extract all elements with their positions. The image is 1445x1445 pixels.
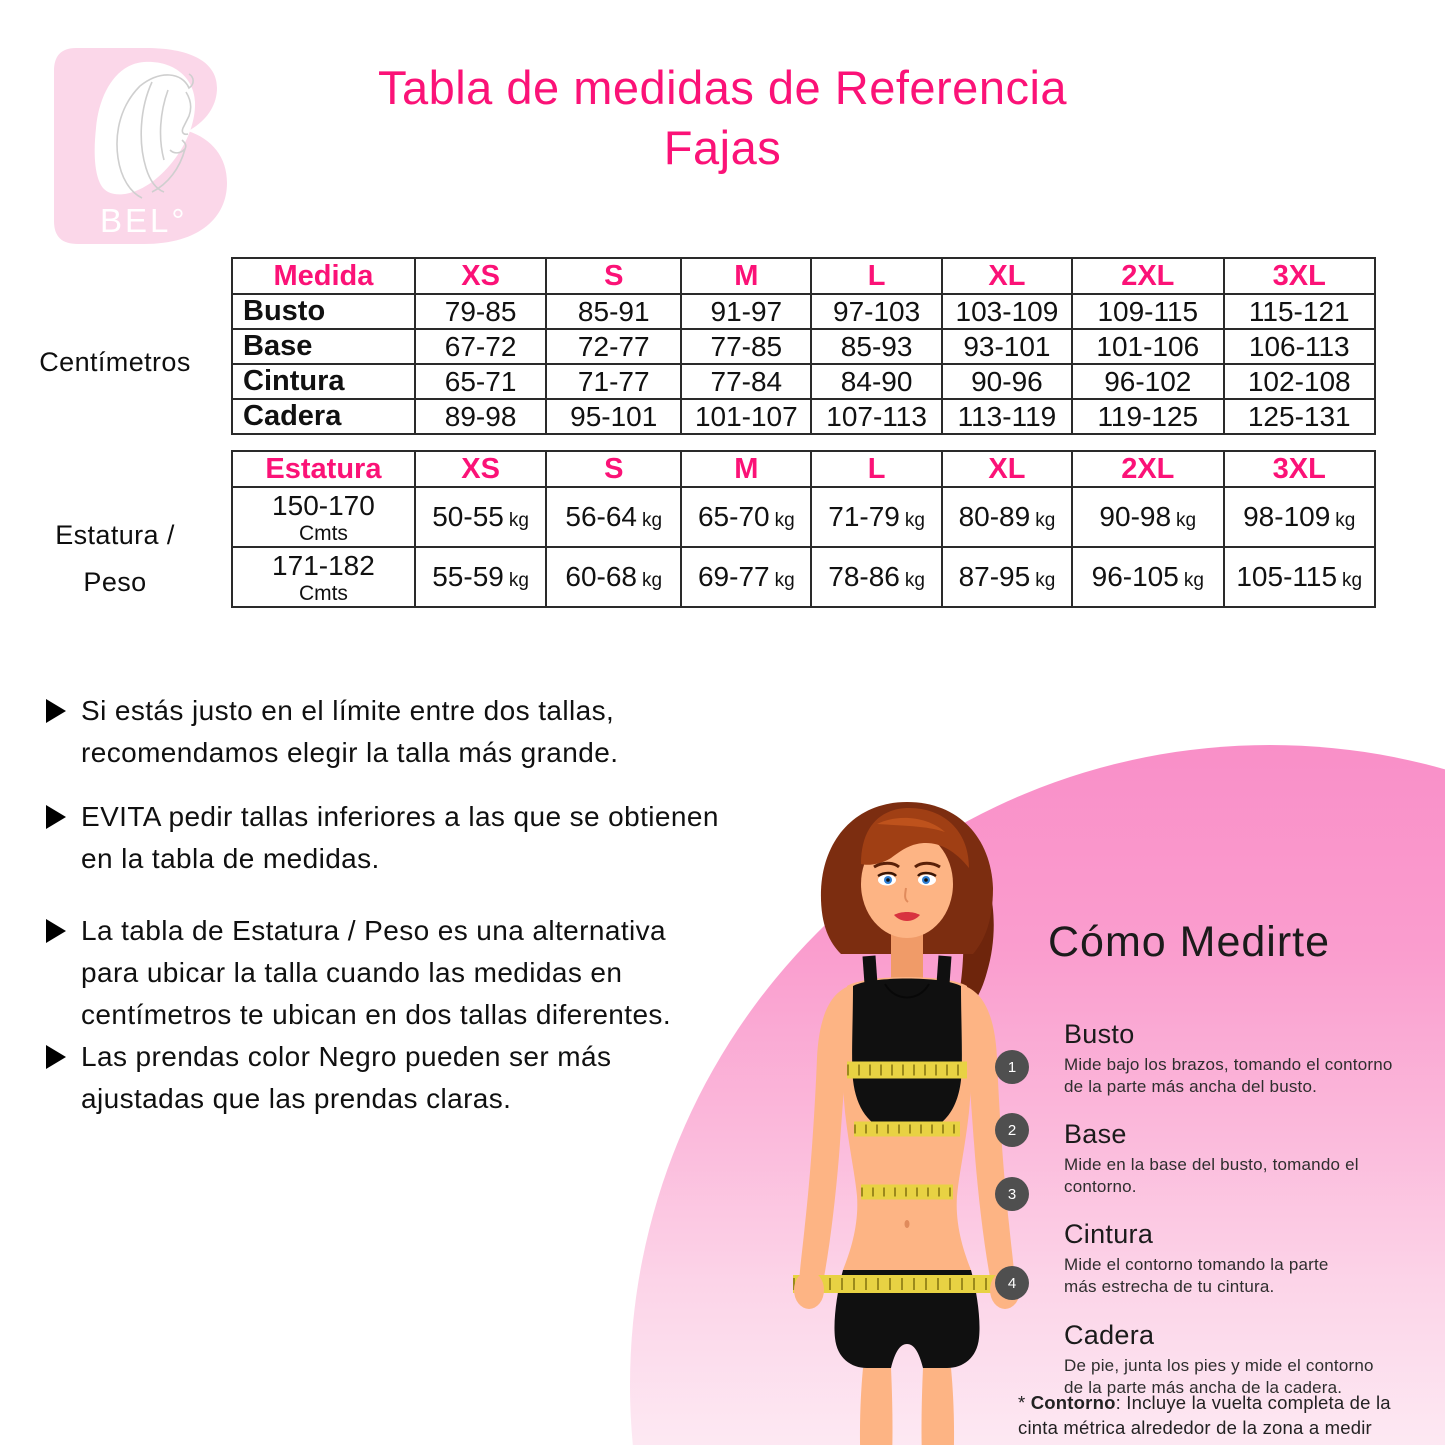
value-cell: 89-98 (415, 399, 546, 434)
value-cell: 56-64 kg (546, 487, 681, 547)
value-cell: 85-93 (811, 329, 941, 364)
table-row (232, 487, 1375, 547)
how-to-item-desc-line: Mide el contorno tomando la parte (1064, 1255, 1329, 1275)
value-cell: 60-68 kg (546, 547, 681, 607)
advice-note-line: La tabla de Estatura / Peso es una alternativa (81, 915, 666, 946)
table-row (232, 399, 1375, 434)
value-cell: 71-79 kg (811, 487, 941, 547)
advice-note (46, 690, 726, 774)
advice-note-text (81, 910, 671, 1036)
page-title (0, 58, 1445, 177)
value-cell: 98-109 kg (1224, 487, 1376, 547)
unit-label: kg (904, 510, 925, 531)
bullet-triangle-icon (46, 919, 66, 943)
value-cell: 50-55 kg (415, 487, 546, 547)
footnote-term: Contorno (1030, 1392, 1116, 1413)
row-label: Cintura (232, 364, 415, 399)
how-to-item (1064, 1119, 1440, 1198)
value-cell: 67-72 (415, 329, 546, 364)
measurements-cm-table (231, 257, 1376, 435)
page-title-line2: Fajas (663, 120, 782, 174)
advice-note-line: para ubicar la talla cuando las medidas en (81, 957, 623, 988)
how-to-item-desc-line: De pie, junta los pies y mide el contorno (1064, 1355, 1374, 1375)
column-header: Medida (232, 258, 415, 294)
value-cell: 96-102 (1072, 364, 1223, 399)
unit-label: kg (1035, 570, 1056, 591)
value-cell: 119-125 (1072, 399, 1223, 434)
column-header: M (681, 258, 811, 294)
value-cell: 91-97 (681, 294, 811, 329)
column-header: 3XL (1224, 451, 1376, 487)
logo-wordmark: BEL° (100, 202, 188, 239)
value-cell: 55-59 kg (415, 547, 546, 607)
measure-point-1-badge: 1 (995, 1050, 1029, 1084)
how-to-item (1064, 1019, 1440, 1098)
value-cell: 109-115 (1072, 294, 1223, 329)
how-to-item-desc-line: contorno. (1064, 1177, 1137, 1197)
height-weight-label-line1: Estatura / (55, 520, 175, 550)
how-to-item (1064, 1219, 1440, 1298)
table-row (232, 364, 1375, 399)
how-to-measure-section (1048, 918, 1440, 1420)
advice-note-text (81, 1036, 611, 1120)
column-header: L (811, 258, 941, 294)
unit-label: kg (774, 570, 795, 591)
bullet-triangle-icon (46, 1045, 66, 1069)
page-title-line1: Tabla de medidas de Referencia (377, 61, 1068, 114)
row-sublabel: Cmts (298, 522, 348, 545)
value-cell: 65-70 kg (681, 487, 811, 547)
woman-legs (860, 1368, 954, 1445)
unit-label: kg (1176, 510, 1197, 531)
woman-navel (905, 1220, 910, 1228)
how-to-item-description (1064, 1254, 1440, 1298)
value-cell: 93-101 (942, 329, 1072, 364)
how-to-item-name: Busto (1064, 1019, 1135, 1049)
column-header: S (546, 258, 681, 294)
column-header: XL (942, 451, 1072, 487)
woman-illustration (757, 772, 1057, 1445)
column-header: XS (415, 451, 546, 487)
unit-label: kg (904, 570, 925, 591)
value-cell: 77-85 (681, 329, 811, 364)
measure-point-3-badge: 3 (995, 1177, 1029, 1211)
value-cell: 105-115 kg (1224, 547, 1376, 607)
how-to-item-desc-line: de la parte más ancha de la cadera. (1064, 1377, 1343, 1397)
unit-label: kg (1335, 510, 1356, 531)
how-to-item-desc-line: Mide bajo los brazos, tomando el contorno (1064, 1055, 1393, 1074)
measure-point-2-badge: 2 (995, 1113, 1029, 1147)
column-header: XL (942, 258, 1072, 294)
height-weight-table (231, 450, 1376, 608)
bullet-triangle-icon (46, 699, 66, 723)
height-weight-label-line2: Peso (83, 567, 147, 598)
unit-label: kg (1035, 510, 1056, 531)
table-header-row (232, 258, 1375, 294)
value-cell: 90-96 (942, 364, 1072, 399)
value-cell: 65-71 (415, 364, 546, 399)
advice-note-line: recomendamos elegir la talla más grande. (81, 737, 619, 768)
value-cell: 106-113 (1224, 329, 1376, 364)
value-cell: 72-77 (546, 329, 681, 364)
value-cell: 77-84 (681, 364, 811, 399)
advice-note-line: EVITA pedir tallas inferiores a las que se obtienen (81, 801, 719, 832)
value-cell: 97-103 (811, 294, 941, 329)
value-cell: 113-119 (942, 399, 1072, 434)
how-to-item-desc-line: de la parte más ancha del busto. (1064, 1077, 1318, 1097)
row-label: Busto (232, 294, 415, 329)
value-cell: 103-109 (942, 294, 1072, 329)
advice-note (46, 796, 726, 880)
value-cell: 96-105 kg (1072, 547, 1223, 607)
unit-label: kg (642, 510, 663, 531)
column-header: L (811, 451, 941, 487)
value-cell: 115-121 (1224, 294, 1376, 329)
table-header-row (232, 451, 1375, 487)
how-to-item-description (1064, 1154, 1440, 1198)
advice-note (46, 910, 726, 1036)
column-header: XS (415, 258, 546, 294)
bullet-triangle-icon (46, 805, 66, 829)
row-label: Base (232, 329, 415, 364)
value-cell: 80-89 kg (942, 487, 1072, 547)
how-to-item-desc-line: más estrecha de tu cintura. (1064, 1277, 1275, 1297)
unit-label: kg (642, 570, 663, 591)
value-cell: 90-98 kg (1072, 487, 1223, 547)
column-header: S (546, 451, 681, 487)
unit-label: kg (508, 570, 529, 591)
value-cell: 95-101 (546, 399, 681, 434)
height-weight-side-label (8, 512, 222, 607)
value-cell: 78-86 kg (811, 547, 941, 607)
advice-note (46, 1036, 726, 1120)
advice-note-text (81, 690, 618, 774)
unit-label: kg (508, 510, 529, 531)
value-cell: 87-95 kg (942, 547, 1072, 607)
contour-footnote (1018, 1391, 1445, 1441)
value-cell: 107-113 (811, 399, 941, 434)
woman-left-arm (799, 986, 849, 1293)
footnote-line: cinta métrica alrededor de la zona a medir (1018, 1416, 1372, 1438)
how-to-item-name: Cadera (1064, 1319, 1155, 1350)
table-row (232, 329, 1375, 364)
advice-note-line: Si estás justo en el límite entre dos tallas, (81, 695, 615, 726)
advice-note-line: centímetros te ubican en dos tallas diferentes. (81, 999, 672, 1030)
row-label: Cadera (232, 399, 415, 434)
advice-note-line: Las prendas color Negro pueden ser más (81, 1041, 612, 1072)
value-cell: 71-77 (546, 364, 681, 399)
row-sublabel: Cmts (298, 582, 348, 605)
row-label: 171-182 Cmts (232, 547, 415, 607)
column-header: 3XL (1224, 258, 1376, 294)
value-cell: 125-131 (1224, 399, 1376, 434)
how-to-item-desc-line: Mide en la base del busto, tomando el (1064, 1155, 1359, 1175)
value-cell: 101-106 (1072, 329, 1223, 364)
value-cell: 79-85 (415, 294, 546, 329)
unit-label: kg (1183, 570, 1204, 591)
table-row (232, 294, 1375, 329)
value-cell: 101-107 (681, 399, 811, 434)
how-to-item-name: Base (1064, 1119, 1127, 1150)
value-cell: 102-108 (1224, 364, 1376, 399)
table-row (232, 547, 1375, 607)
sports-bra (852, 956, 962, 1134)
centimeters-side-label: Centímetros (39, 347, 191, 377)
column-header: Estatura (232, 451, 415, 487)
column-header: M (681, 451, 811, 487)
how-to-item-description (1064, 1054, 1440, 1098)
column-header: 2XL (1072, 451, 1223, 487)
advice-note-line: en la tabla de medidas. (81, 843, 380, 874)
how-to-item-name: Cintura (1064, 1219, 1154, 1250)
unit-label: kg (774, 510, 795, 531)
value-cell: 85-91 (546, 294, 681, 329)
footnote-line: * Contorno: Incluye la vuelta completa de la (1018, 1392, 1391, 1413)
unit-label: kg (1342, 570, 1363, 591)
value-cell: 69-77 kg (681, 547, 811, 607)
measure-point-4-badge: 4 (995, 1266, 1029, 1300)
how-to-measure-title: Cómo Medirte (1048, 918, 1331, 966)
how-to-measure-items (1048, 1019, 1440, 1399)
advice-note-line: ajustadas que las prendas claras. (81, 1083, 512, 1114)
value-cell: 84-90 (811, 364, 941, 399)
how-to-item (1064, 1320, 1440, 1399)
column-header: 2XL (1072, 258, 1223, 294)
advice-note-text (81, 796, 719, 880)
row-label: 150-170 Cmts (232, 487, 415, 547)
